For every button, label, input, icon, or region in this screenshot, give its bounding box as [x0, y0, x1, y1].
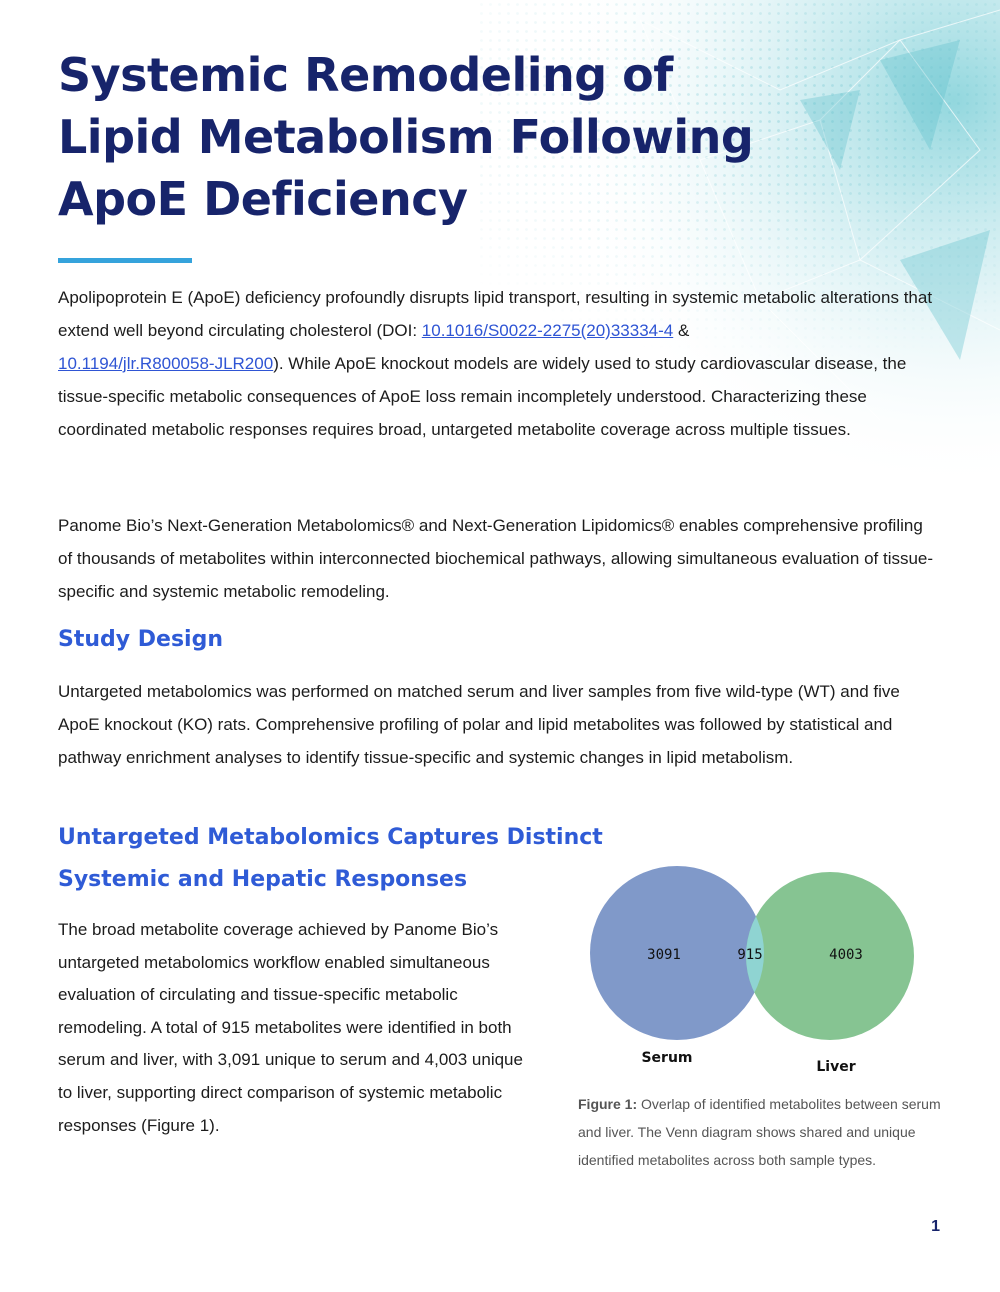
- document-title: Systemic Remodeling of Lipid Metabolism Following ApoE Deficiency: [58, 48, 754, 226]
- venn-liver-label: Liver: [816, 1059, 856, 1075]
- intro-text-2: &: [673, 321, 690, 340]
- venn-overlap-count: 915: [737, 947, 763, 963]
- page-number: 1: [931, 1218, 940, 1235]
- venn-serum-label: Serum: [641, 1050, 693, 1066]
- figure-caption-text: Overlap of identified metabolites between serum and liver. The Venn diagram shows shared and unique identified metabolites across both sample types.: [578, 1096, 941, 1168]
- doi-link-1[interactable]: 10.1016/S0022-2275(20)33334-4: [421, 321, 674, 340]
- paragraph-panome-bio: Panome Bio’s Next-Generation Metabolomics® and Next-Generation Lipidomics® enables comprehensive profiling of thousands of metabolites within interconnected biochemical pathways, allowing simultaneous evaluation of tissue-specific and systemic metabolic remodeling.: [58, 516, 934, 601]
- doi-link-2[interactable]: 10.1194/jlr.R800058-JLR200: [58, 354, 274, 373]
- figure-caption: [578, 1090, 948, 1174]
- paragraph-metabolite-coverage: The broad metabolite coverage achieved by Panome Bio’s untargeted metabolomics workflow enabled simultaneous evaluation of circulating and tissue-specific metabolic remodeling. A total of 915 metabolites were identified in both serum and liver, with 3,091 unique to serum and 4,003 unique to liver, supporting direct comparison of systemic metabolic responses (Figure 1).: [58, 920, 523, 1135]
- venn-serum-count: 3091: [647, 947, 681, 963]
- venn-liver-count: 4003: [829, 947, 863, 963]
- heading-untargeted-metabolomics-line-1: Untargeted Metabolomics Captures Distinct: [58, 825, 603, 850]
- heading-untargeted-metabolomics-line-2: Systemic and Hepatic Responses: [58, 867, 468, 892]
- heading-study-design: Study Design: [58, 627, 223, 652]
- title-underline: [58, 258, 192, 263]
- intro-text-3: ). While ApoE knockout models are widely used to study cardiovascular disease, the tissue-specific metabolic consequences of ApoE loss remain incompletely understood. Characterizing these coordinated metabolic responses requires broad, untargeted metabolite coverage across multiple tissues.: [58, 354, 907, 439]
- intro-text-1: Apolipoprotein E (ApoE) deficiency profoundly disrupts lipid transport, resulting in systemic metabolic alterations that extend well beyond circulating cholesterol (DOI:: [58, 288, 933, 340]
- venn-diagram: [590, 850, 940, 1080]
- intro-paragraph: [58, 281, 938, 446]
- paragraph-study-design: Untargeted metabolomics was performed on matched serum and liver samples from five wild-type (WT) and five ApoE knockout (KO) rats. Comprehensive profiling of polar and lipid metabolites was followed by statistical and pathway enrichment analyses to identify tissue-specific and systemic changes in lipid metabolism.: [58, 682, 900, 767]
- figure-caption-label: Figure 1:: [578, 1096, 638, 1112]
